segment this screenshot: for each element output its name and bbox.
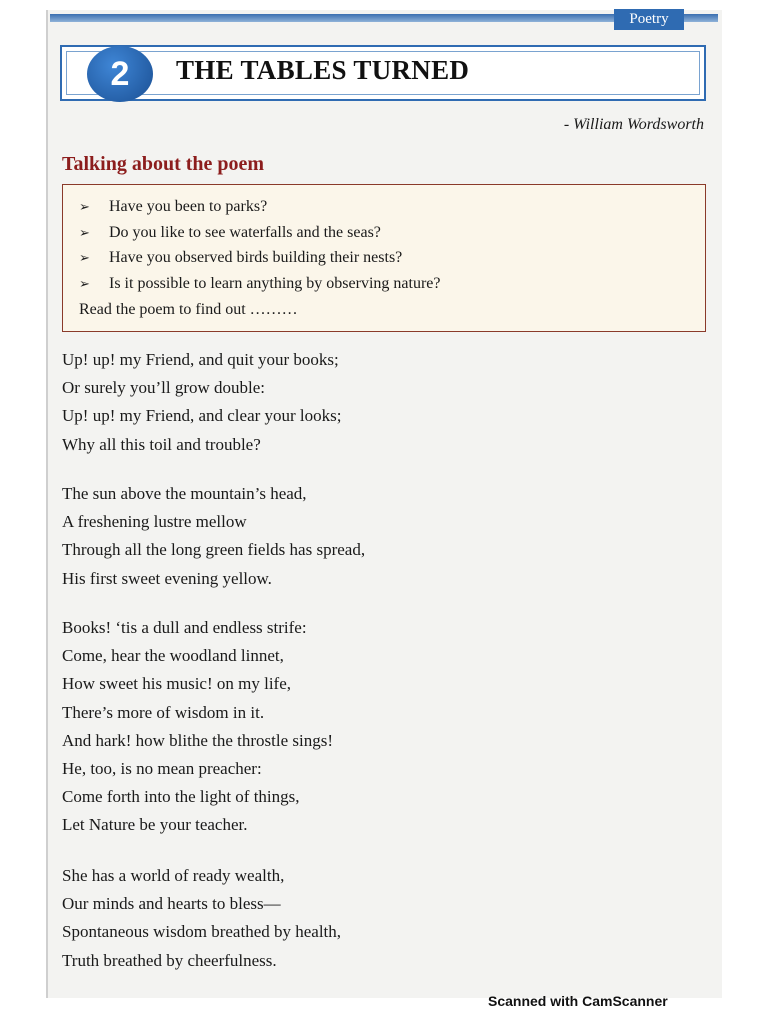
poem-line: Up! up! my Friend, and clear your looks;: [62, 406, 342, 426]
poem-line: The sun above the mountain’s head,: [62, 484, 307, 503]
question-item: [79, 271, 689, 297]
poem-line: Come forth into the light of things,: [62, 787, 300, 807]
question-text: Do you like to see waterfalls and the seas?: [109, 223, 381, 241]
discussion-box: [62, 184, 706, 332]
poem-line: Truth breathed by cheerfulness.: [62, 950, 277, 970]
poem-line: Or surely you’ll grow double:: [62, 378, 266, 398]
poem-line: Why all this toil and trouble?: [62, 434, 261, 454]
poem-line: And hark! how blithe the throstle sings!: [62, 730, 334, 750]
arrow-bullet-icon: ➢: [79, 275, 90, 291]
poem-line: Books! ‘tis a dull and endless strife:: [62, 618, 307, 637]
arrow-bullet-icon: ➢: [79, 199, 90, 214]
scanner-watermark: Scanned with CamScanner: [488, 993, 668, 1009]
poem-line: How sweet his music! on my life,: [62, 674, 291, 694]
arrow-bullet-icon: ➢: [79, 250, 90, 265]
question-text: Is it possible to learn anything by observing nature?: [109, 274, 441, 292]
poem-stanza-3: [62, 614, 333, 840]
arrow-bullet-icon: ➢: [79, 224, 90, 240]
poem-line: He, too, is no mean preacher:: [62, 759, 262, 779]
poem-stanza-1: [62, 346, 342, 459]
poem-line: A freshening lustre mellow: [62, 512, 247, 532]
chapter-title: THE TABLES TURNED: [176, 55, 470, 85]
author-name: - William Wordsworth: [563, 116, 704, 133]
poem-line: She has a world of ready wealth,: [62, 866, 285, 885]
poem-line: There’s more of wisdom in it.: [62, 702, 265, 722]
poem-line: Come, hear the woodland linnet,: [62, 646, 284, 666]
read-prompt: Read the poem to find out ………: [79, 301, 298, 318]
poem-line: Let Nature be your teacher.: [62, 815, 248, 835]
question-text: Have you been to parks?: [109, 198, 268, 215]
poem-stanza-4: [62, 862, 341, 975]
question-text: Have you observed birds building their nests?: [109, 249, 403, 266]
question-item: [79, 245, 689, 271]
poem-line: Up! up! my Friend, and quit your books;: [62, 350, 339, 369]
poem-line: Spontaneous wisdom breathed by health,: [62, 922, 342, 942]
poem-stanza-2: [62, 480, 365, 593]
poem-line: Through all the long green fields has spread,: [62, 540, 366, 560]
question-item: [79, 220, 689, 246]
section-tag: Poetry: [614, 9, 684, 30]
poem-line: His first sweet evening yellow.: [62, 568, 272, 588]
chapter-number-badge: 2: [87, 46, 153, 102]
poem-line: Our minds and hearts to bless—: [62, 894, 281, 914]
talking-heading: Talking about the poem: [62, 153, 265, 175]
question-item: [79, 194, 689, 220]
